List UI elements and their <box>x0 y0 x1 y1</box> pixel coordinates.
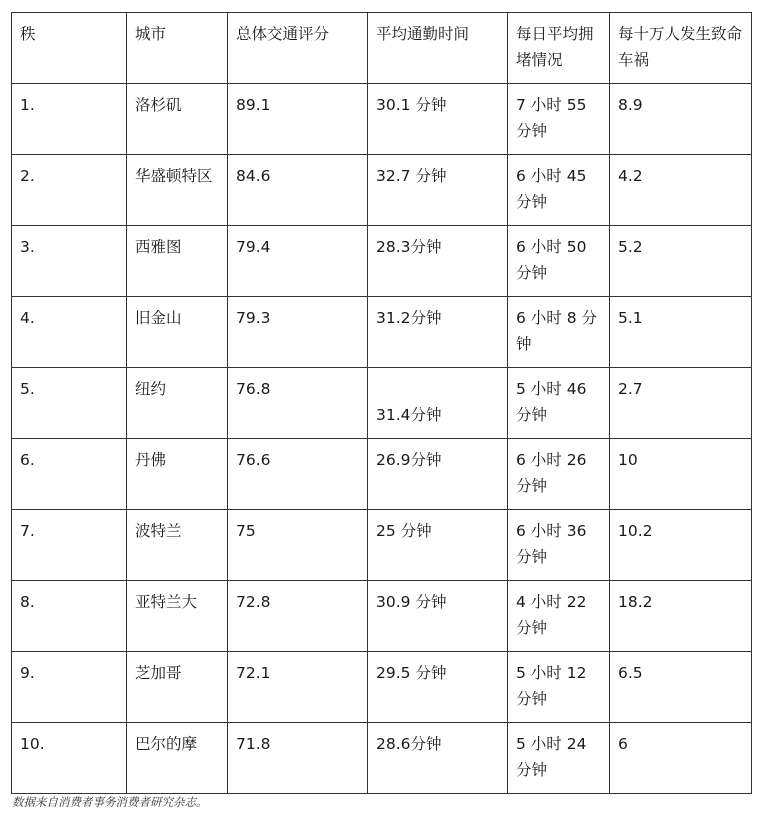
score-cell: 76.6 <box>228 439 368 510</box>
score-cell: 89.1 <box>228 84 368 155</box>
score-cell: 76.8 <box>228 368 368 439</box>
table-row <box>12 723 752 794</box>
rank-cell: 1. <box>12 84 127 155</box>
city-cell: 西雅图 <box>127 226 228 297</box>
commute-cell: 31.2分钟 <box>368 297 508 368</box>
source-footnote: 数据来自消费者事务消费者研究杂志。 <box>12 795 208 809</box>
fatality-cell: 10 <box>610 439 752 510</box>
city-cell: 芝加哥 <box>127 652 228 723</box>
fatality-cell: 8.9 <box>610 84 752 155</box>
city-cell: 华盛顿特区 <box>127 155 228 226</box>
commute-cell <box>368 368 508 439</box>
city-cell: 巴尔的摩 <box>127 723 228 794</box>
header-overall-score: 总体交通评分 <box>228 13 368 84</box>
city-cell: 纽约 <box>127 368 228 439</box>
congestion-cell: 7 小时 55 分钟 <box>508 84 610 155</box>
commute-cell: 28.3分钟 <box>368 226 508 297</box>
table-row <box>12 368 752 439</box>
score-cell: 84.6 <box>228 155 368 226</box>
fatality-cell: 5.1 <box>610 297 752 368</box>
fatality-cell: 6.5 <box>610 652 752 723</box>
commute-value: 31.4分钟 <box>376 406 442 424</box>
city-cell: 亚特兰大 <box>127 581 228 652</box>
header-fatal-crashes: 每十万人发生致命车祸 <box>610 13 752 84</box>
table-row <box>12 84 752 155</box>
table-row <box>12 652 752 723</box>
fatality-cell: 18.2 <box>610 581 752 652</box>
congestion-cell: 5 小时 12 分钟 <box>508 652 610 723</box>
header-avg-commute: 平均通勤时间 <box>368 13 508 84</box>
fatality-cell: 5.2 <box>610 226 752 297</box>
commute-cell: 26.9分钟 <box>368 439 508 510</box>
fatality-cell: 6 <box>610 723 752 794</box>
fatality-cell: 4.2 <box>610 155 752 226</box>
rank-cell: 5. <box>12 368 127 439</box>
commute-cell: 29.5 分钟 <box>368 652 508 723</box>
congestion-cell: 5 小时 46 分钟 <box>508 368 610 439</box>
score-cell: 79.3 <box>228 297 368 368</box>
rank-cell: 8. <box>12 581 127 652</box>
score-cell: 72.8 <box>228 581 368 652</box>
city-traffic-ranking-table <box>11 12 752 794</box>
table-row <box>12 581 752 652</box>
table-row <box>12 439 752 510</box>
score-cell: 79.4 <box>228 226 368 297</box>
header-city: 城市 <box>127 13 228 84</box>
congestion-cell: 6 小时 50 分钟 <box>508 226 610 297</box>
header-row <box>12 13 752 84</box>
rank-cell: 9. <box>12 652 127 723</box>
rank-cell: 2. <box>12 155 127 226</box>
rank-cell: 4. <box>12 297 127 368</box>
commute-cell: 30.9 分钟 <box>368 581 508 652</box>
rank-cell: 3. <box>12 226 127 297</box>
congestion-cell: 5 小时 24 分钟 <box>508 723 610 794</box>
table-row <box>12 510 752 581</box>
commute-cell: 28.6分钟 <box>368 723 508 794</box>
congestion-cell: 6 小时 45 分钟 <box>508 155 610 226</box>
congestion-cell: 6 小时 36 分钟 <box>508 510 610 581</box>
commute-cell: 25 分钟 <box>368 510 508 581</box>
score-cell: 75 <box>228 510 368 581</box>
congestion-cell: 6 小时 26 分钟 <box>508 439 610 510</box>
table-header <box>12 13 752 84</box>
score-cell: 72.1 <box>228 652 368 723</box>
header-daily-congestion: 每日平均拥堵情况 <box>508 13 610 84</box>
fatality-cell: 2.7 <box>610 368 752 439</box>
rank-cell: 6. <box>12 439 127 510</box>
header-rank: 秩 <box>12 13 127 84</box>
city-cell: 丹佛 <box>127 439 228 510</box>
congestion-cell: 4 小时 22 分钟 <box>508 581 610 652</box>
table-body <box>12 84 752 794</box>
table-row <box>12 297 752 368</box>
fatality-cell: 10.2 <box>610 510 752 581</box>
rank-cell: 10. <box>12 723 127 794</box>
score-cell: 71.8 <box>228 723 368 794</box>
table-row <box>12 226 752 297</box>
rank-cell: 7. <box>12 510 127 581</box>
congestion-cell: 6 小时 8 分钟 <box>508 297 610 368</box>
city-cell: 旧金山 <box>127 297 228 368</box>
city-cell: 波特兰 <box>127 510 228 581</box>
commute-cell: 32.7 分钟 <box>368 155 508 226</box>
table-row <box>12 155 752 226</box>
commute-cell: 30.1 分钟 <box>368 84 508 155</box>
city-cell: 洛杉矶 <box>127 84 228 155</box>
